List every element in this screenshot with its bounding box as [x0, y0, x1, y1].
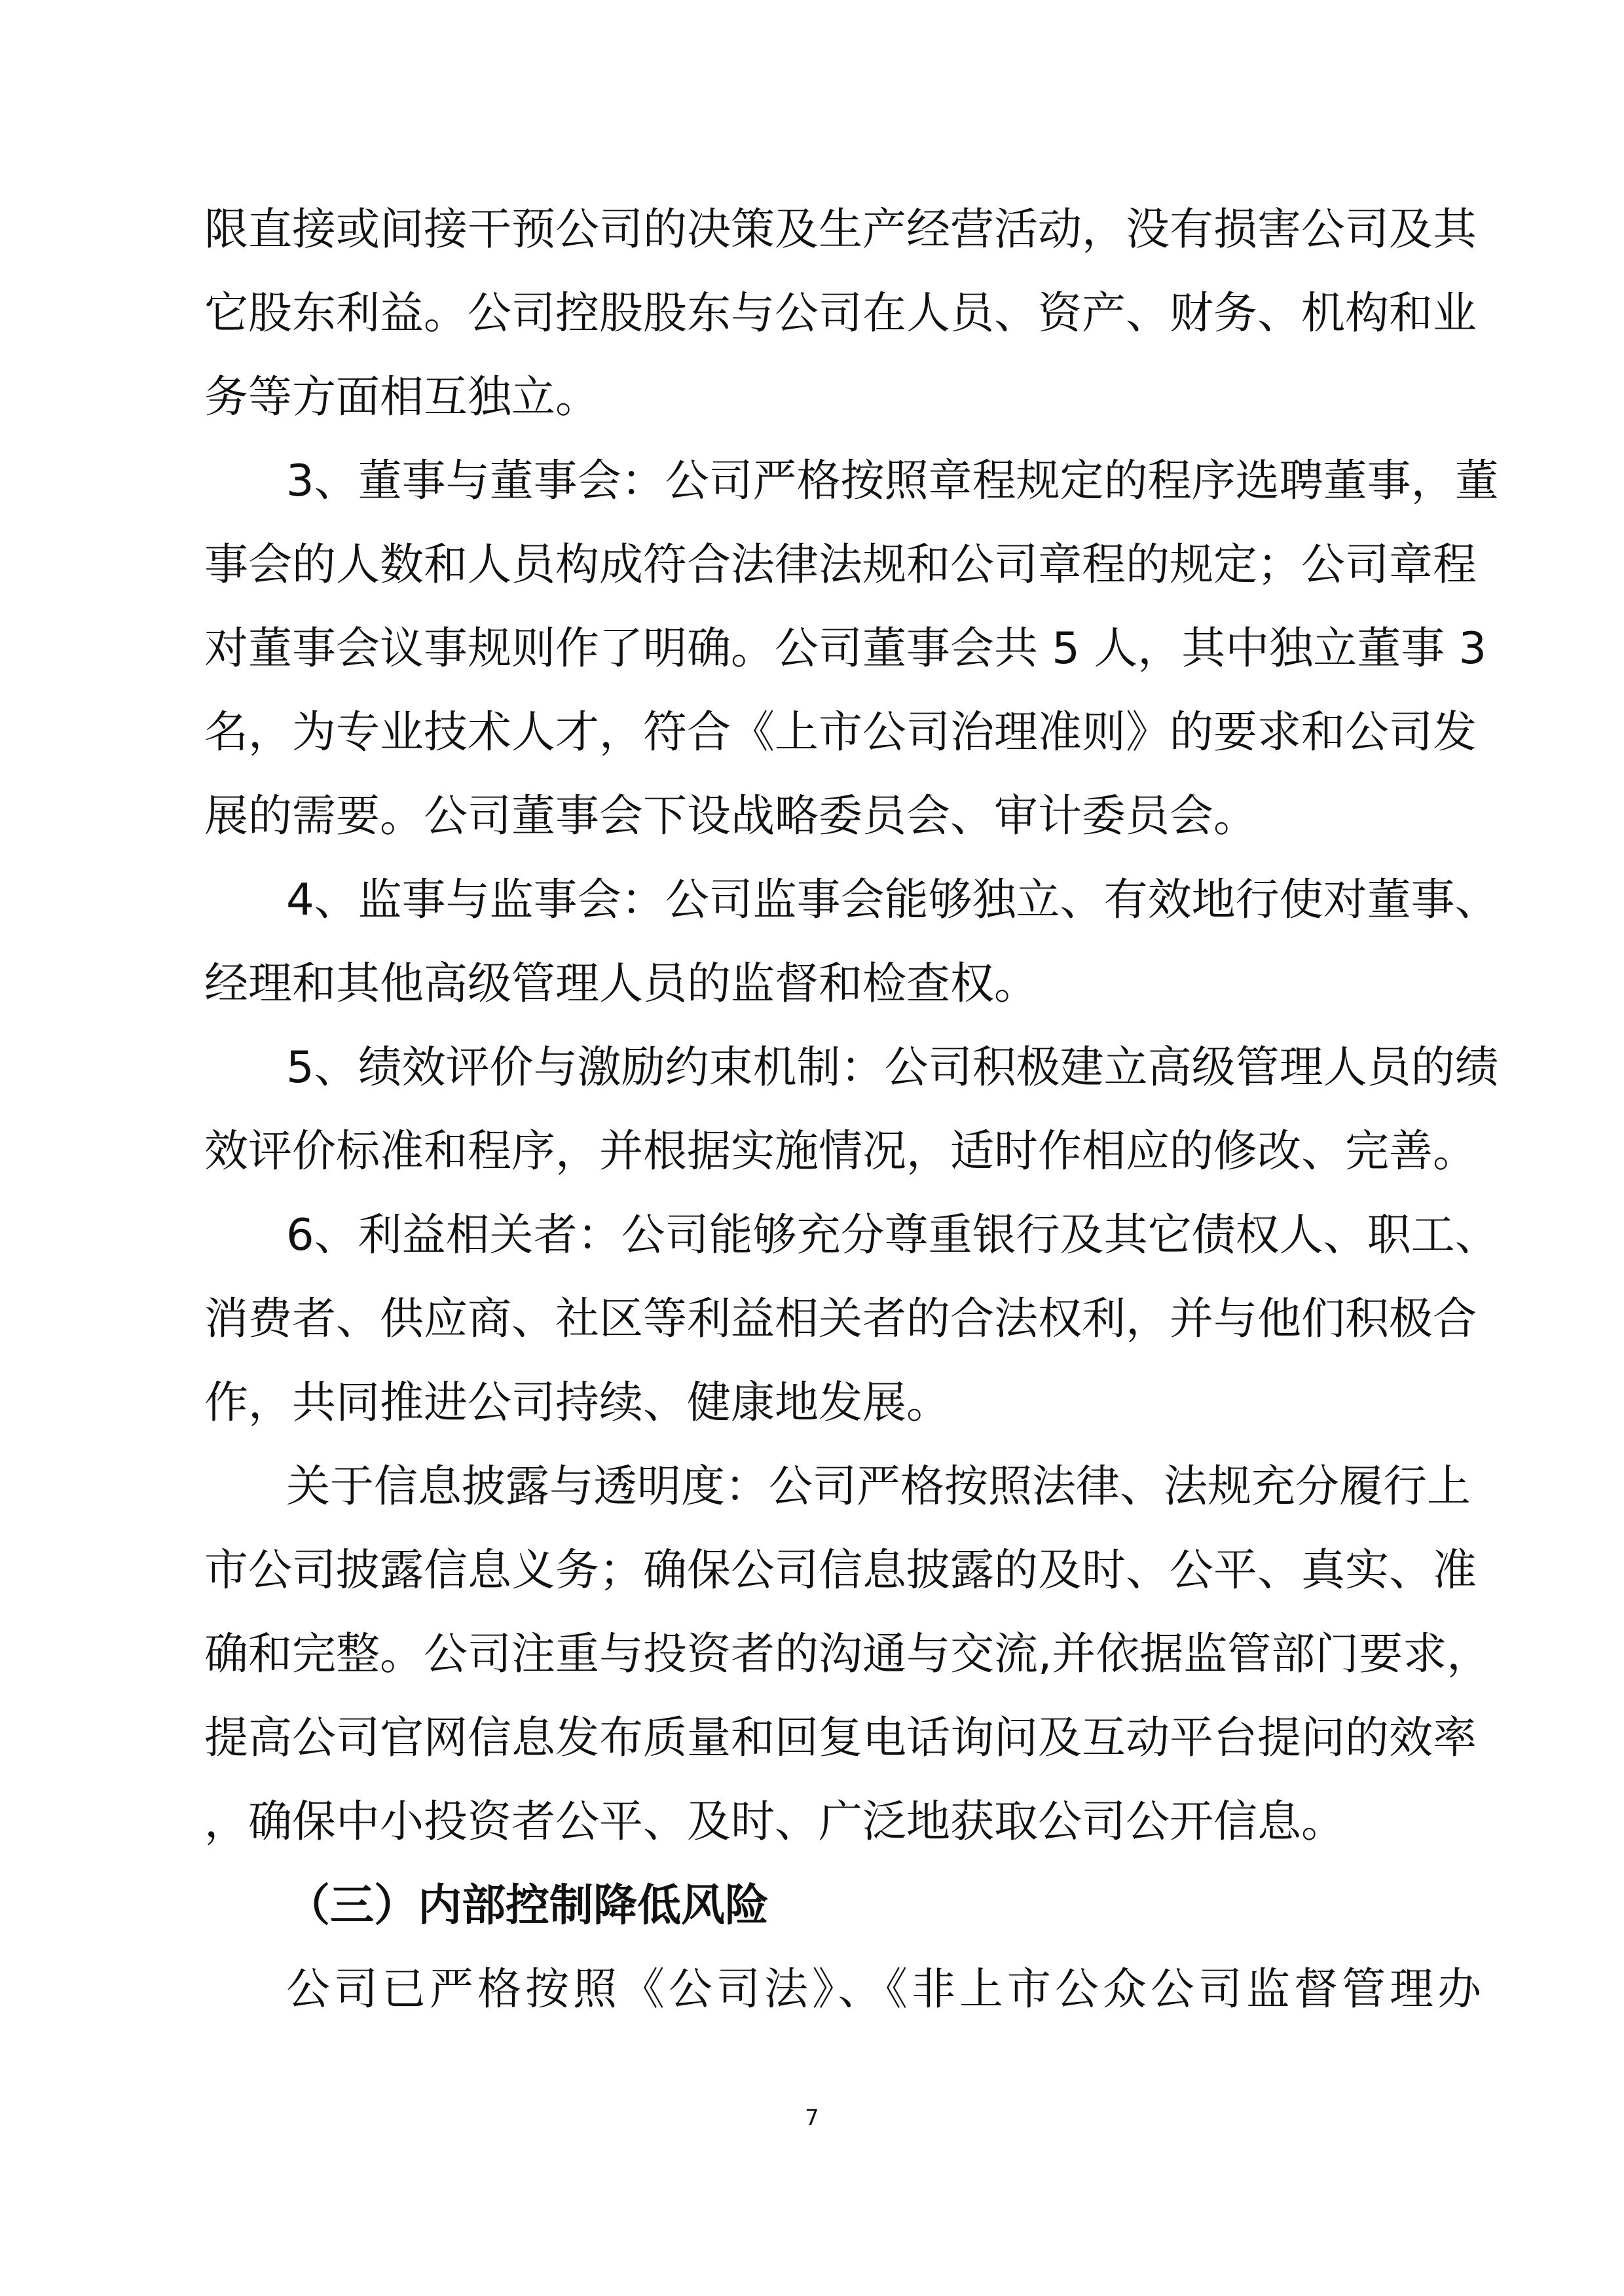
body-line: 它股东利益。公司控股股东与公司在人员、资产、财务、机构和业	[204, 287, 1477, 338]
body-line: 公司已严格按照《公司法》、《非上市公众公司监督管理办	[286, 1963, 1485, 2014]
body-line: 效评价标准和程序，并根据实施情况，适时作相应的修改、完善。	[204, 1125, 1477, 1176]
body-line: ，确保中小投资者公平、及时、广泛地获取公司公开信息。	[204, 1796, 1345, 1847]
body-line: 4、监事与监事会：公司监事会能够独立、有效地行使对董事、	[286, 874, 1499, 925]
body-line: 3、董事与董事会：公司严格按照章程规定的程序选聘董事，董	[286, 455, 1499, 506]
body-line: 经理和其他高级管理人员的监督和检查权。	[204, 958, 1038, 1009]
body-line: 5、绩效评价与激励约束机制：公司积极建立高级管理人员的绩	[286, 1042, 1499, 1093]
page-number: 7	[805, 2105, 819, 2131]
body-line: 6、利益相关者：公司能够充分尊重银行及其它债权人、职工、	[286, 1209, 1499, 1260]
body-line: 事会的人数和人员构成符合法律法规和公司章程的规定；公司章程	[204, 539, 1477, 590]
body-line: 提高公司官网信息发布质量和回复电话询问及互动平台提问的效率	[204, 1712, 1477, 1763]
body-line: 关于信息披露与透明度：公司严格按照法律、法规充分履行上	[286, 1461, 1471, 1512]
body-line: 确和完整。公司注重与投资者的沟通与交流,并依据监管部门要求，	[204, 1628, 1491, 1679]
body-line: 消费者、供应商、社区等利益相关者的合法权利，并与他们积极合	[204, 1293, 1477, 1344]
section-heading: （三）内部控制降低风险	[286, 1880, 769, 1931]
body-line: 限直接或间接干预公司的决策及生产经营活动，没有损害公司及其	[204, 204, 1477, 255]
body-line: 展的需要。公司董事会下设战略委员会、审计委员会。	[204, 790, 1257, 841]
body-line: 名，为专业技术人才，符合《上市公司治理准则》的要求和公司发	[204, 706, 1477, 757]
body-line: 市公司披露信息义务；确保公司信息披露的及时、公平、真实、准	[204, 1544, 1477, 1595]
body-line: 作，共同推进公司持续、健康地发展。	[204, 1377, 950, 1428]
body-line: 务等方面相互独立。	[204, 371, 599, 422]
body-line: 对董事会议事规则作了明确。公司董事会共 5 人，其中独立董事 3	[204, 623, 1487, 674]
